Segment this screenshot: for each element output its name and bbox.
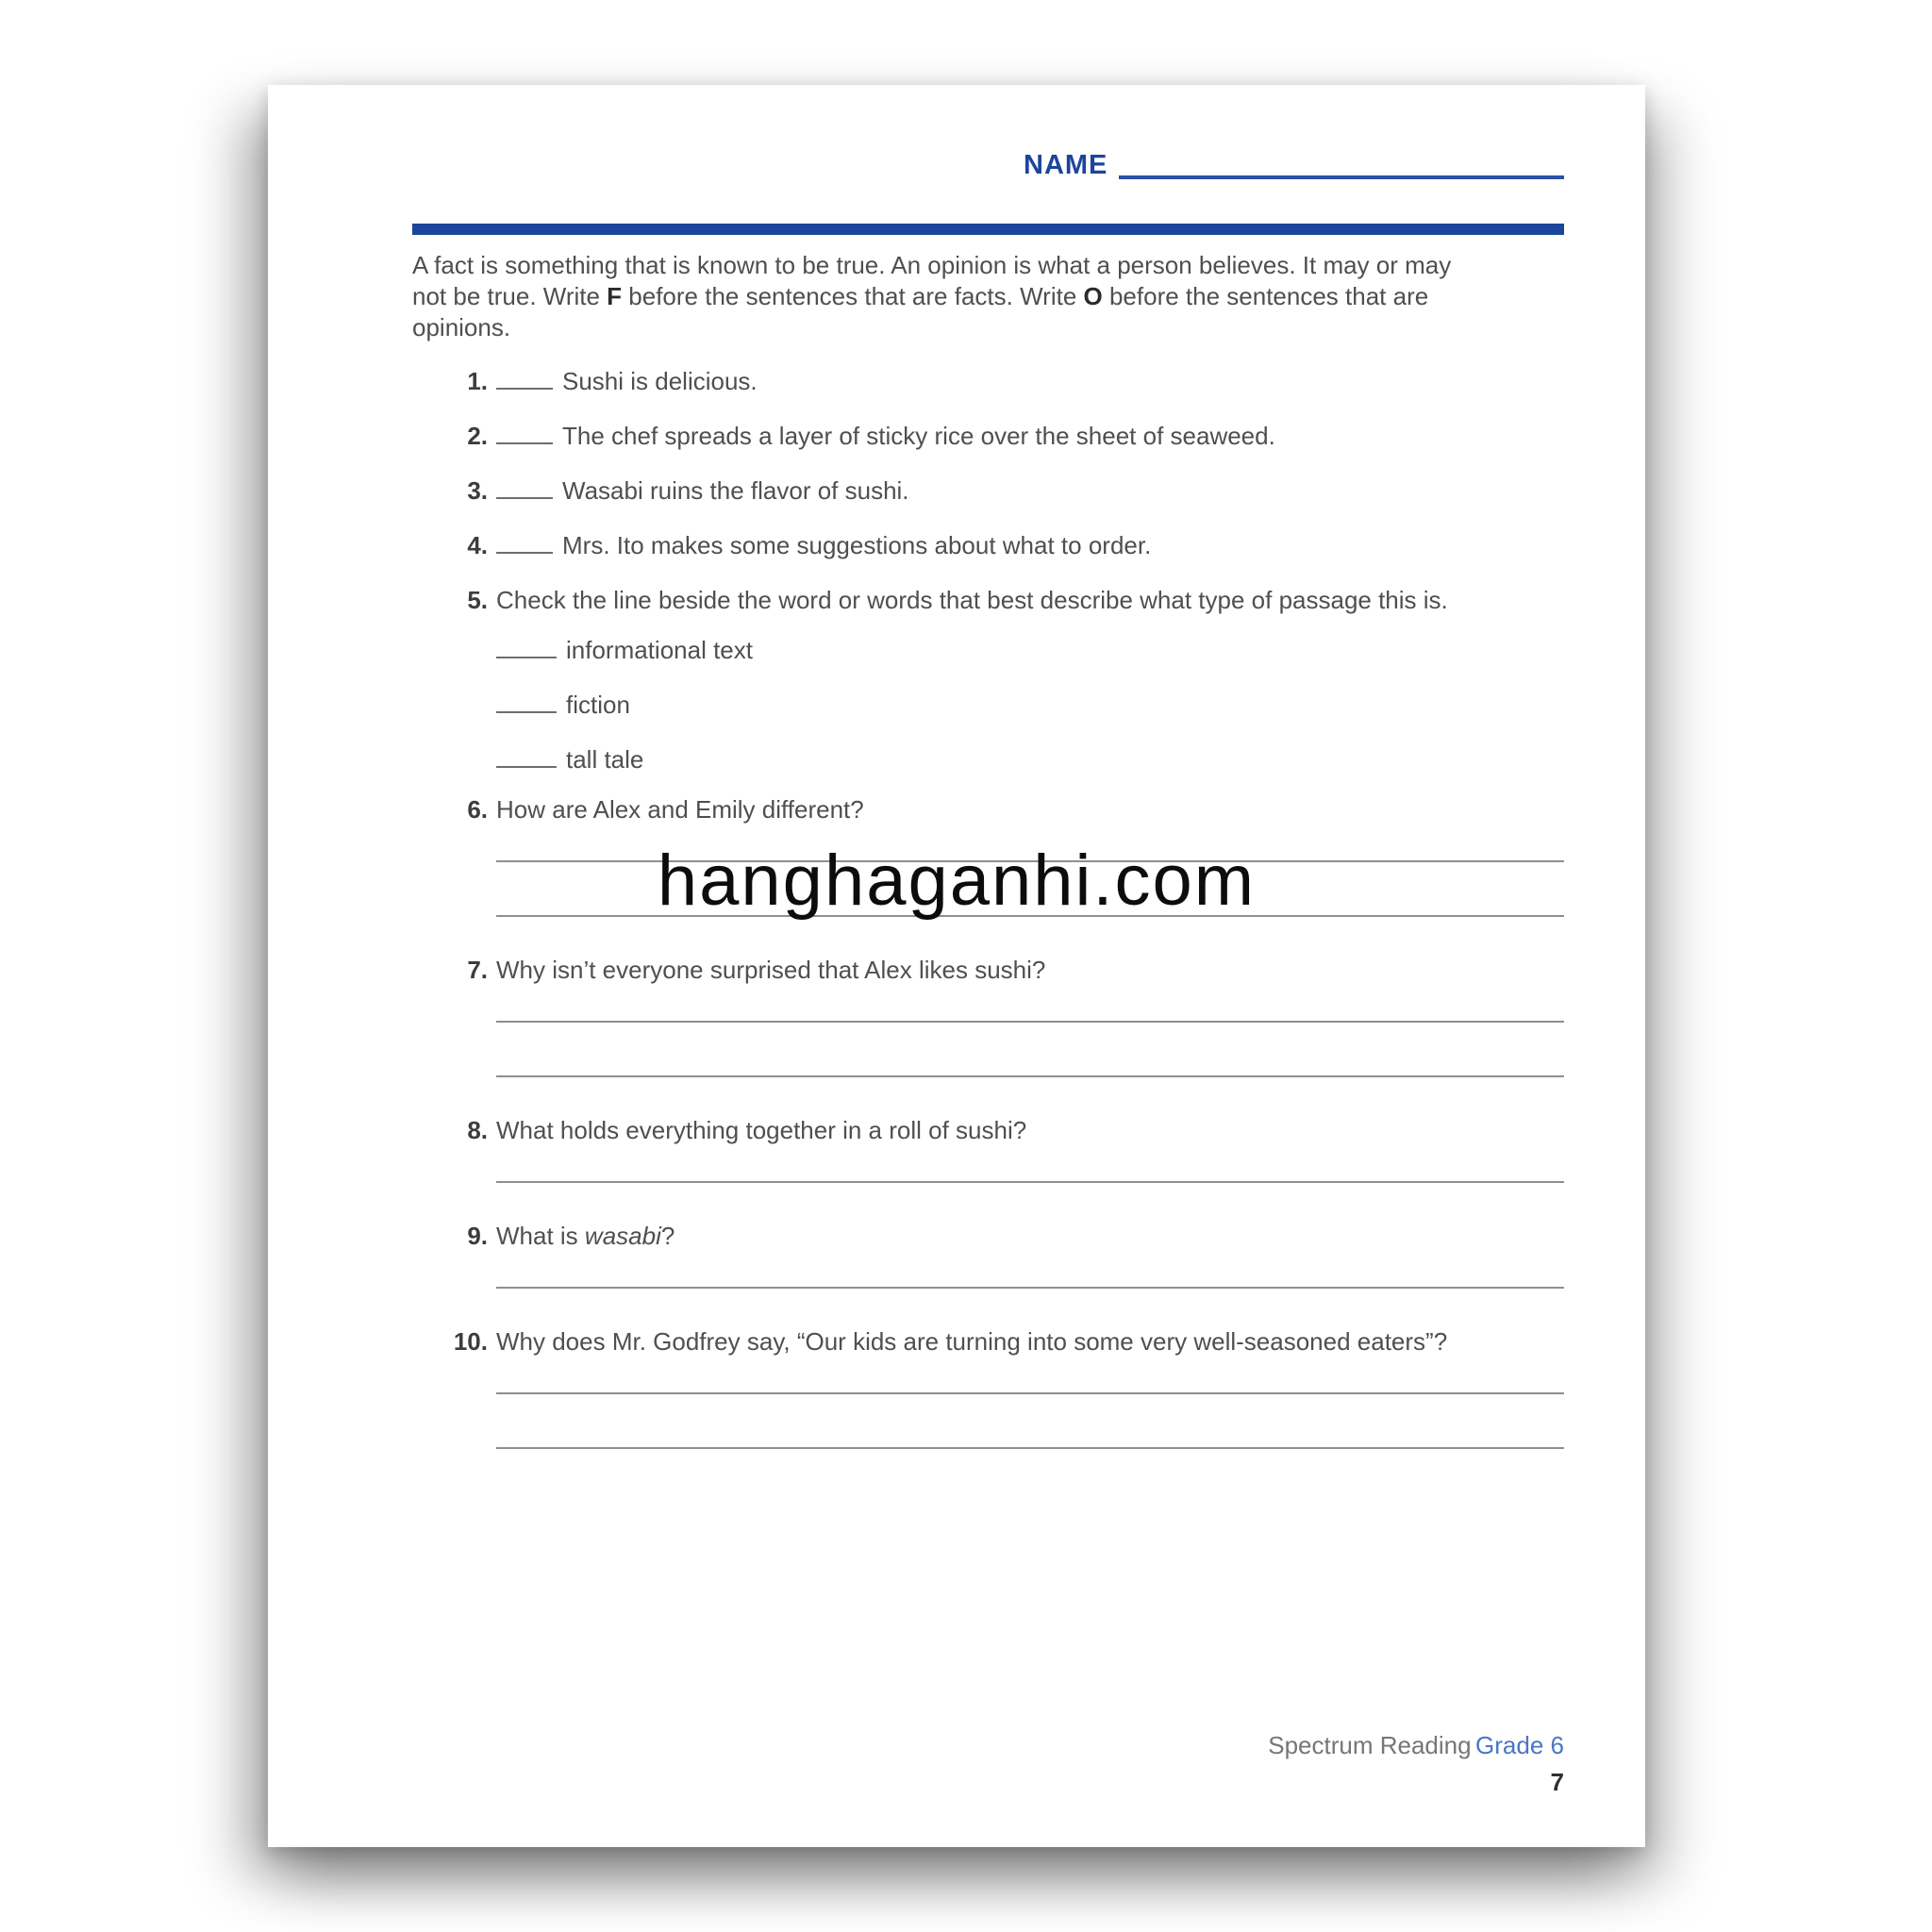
instructions-line-2: not be true. Write F before the sentences that are facts. Write O before the sentences that are	[412, 282, 1429, 310]
question-text: What is wasabi?	[496, 1222, 675, 1250]
question-9	[412, 1221, 1564, 1251]
choice-label: fiction	[566, 691, 630, 719]
question-7	[412, 955, 1564, 985]
question-number: 1.	[467, 367, 488, 395]
name-label: NAME	[1024, 150, 1108, 180]
question-number: 8.	[467, 1116, 488, 1144]
fact-opinion-blank	[496, 535, 553, 554]
question-number: 2.	[467, 422, 488, 450]
instructions-line-3: opinions.	[412, 313, 511, 341]
footer-series-name: Spectrum Reading	[1268, 1731, 1472, 1759]
choice-tall-tale	[496, 744, 1564, 774]
question-text: Mrs. Ito makes some suggestions about what to order.	[496, 530, 1564, 560]
question-2	[412, 421, 1564, 451]
watermark-text: hanghaganhi.com	[657, 841, 1257, 921]
question-3	[412, 475, 1564, 506]
checklist-blank	[496, 640, 557, 658]
question-text: Wasabi ruins the flavor of sushi.	[496, 475, 1564, 506]
question-number: 9.	[467, 1222, 488, 1250]
answer-line	[496, 985, 1564, 1023]
answer-line	[496, 1023, 1564, 1077]
answer-line	[496, 1394, 1564, 1449]
question-8	[412, 1115, 1564, 1145]
bold-letter-f: F	[607, 282, 623, 310]
italic-word-wasabi: wasabi	[584, 1222, 661, 1250]
question-text: Check the line beside the word or words that best describe what type of passage this is.	[496, 586, 1448, 614]
footer-book-title	[1268, 1731, 1564, 1760]
checklist-blank	[496, 694, 557, 713]
answer-line	[496, 1251, 1564, 1289]
checklist-blank	[496, 749, 557, 768]
question-6	[412, 794, 1564, 824]
question-number: 6.	[467, 795, 488, 824]
question-number: 5.	[467, 586, 488, 614]
worksheet-content	[268, 85, 1645, 1847]
fact-opinion-blank	[496, 480, 553, 499]
fact-opinion-blank	[496, 425, 553, 444]
question-9-answer-area	[496, 1251, 1564, 1289]
instructions-paragraph	[412, 250, 1564, 343]
question-1	[412, 366, 1564, 396]
question-number: 7.	[467, 956, 488, 984]
question-text: Why does Mr. Godfrey say, “Our kids are turning into some very well-seasoned eaters”?	[496, 1327, 1448, 1356]
worksheet-page	[268, 85, 1645, 1847]
section-divider-bar	[412, 224, 1564, 235]
question-text: The chef spreads a layer of sticky rice over the sheet of seaweed.	[496, 421, 1564, 451]
question-text: How are Alex and Emily different?	[496, 795, 864, 824]
instructions-line-1: A fact is something that is known to be true. An opinion is what a person believes. It may or may	[412, 251, 1452, 279]
fact-opinion-blank	[496, 371, 553, 390]
name-fill-line	[1119, 175, 1564, 179]
choice-label: informational text	[566, 636, 753, 664]
question-7-answer-area	[496, 985, 1564, 1077]
question-number: 3.	[467, 476, 488, 505]
page-number: 7	[1550, 1768, 1564, 1796]
name-header	[1024, 143, 1564, 181]
answer-line	[496, 1145, 1564, 1183]
footer-grade-label: Grade 6	[1475, 1731, 1564, 1759]
choice-label: tall tale	[566, 745, 644, 774]
question-text: Why isn’t everyone surprised that Alex likes sushi?	[496, 956, 1046, 984]
question-10	[412, 1326, 1564, 1357]
question-number: 10.	[453, 1327, 488, 1356]
question-8-answer-area	[496, 1145, 1564, 1183]
question-5	[412, 585, 1564, 615]
answer-line	[496, 1357, 1564, 1394]
question-number: 4.	[467, 531, 488, 559]
choice-informational-text	[496, 635, 1564, 665]
question-4	[412, 530, 1564, 560]
question-10-answer-area	[496, 1357, 1564, 1449]
question-text: Sushi is delicious.	[496, 366, 1564, 396]
choice-fiction	[496, 690, 1564, 720]
page-footer	[1268, 1731, 1564, 1797]
bold-letter-o: O	[1083, 282, 1103, 310]
question-text: What holds everything together in a roll of sushi?	[496, 1116, 1027, 1144]
